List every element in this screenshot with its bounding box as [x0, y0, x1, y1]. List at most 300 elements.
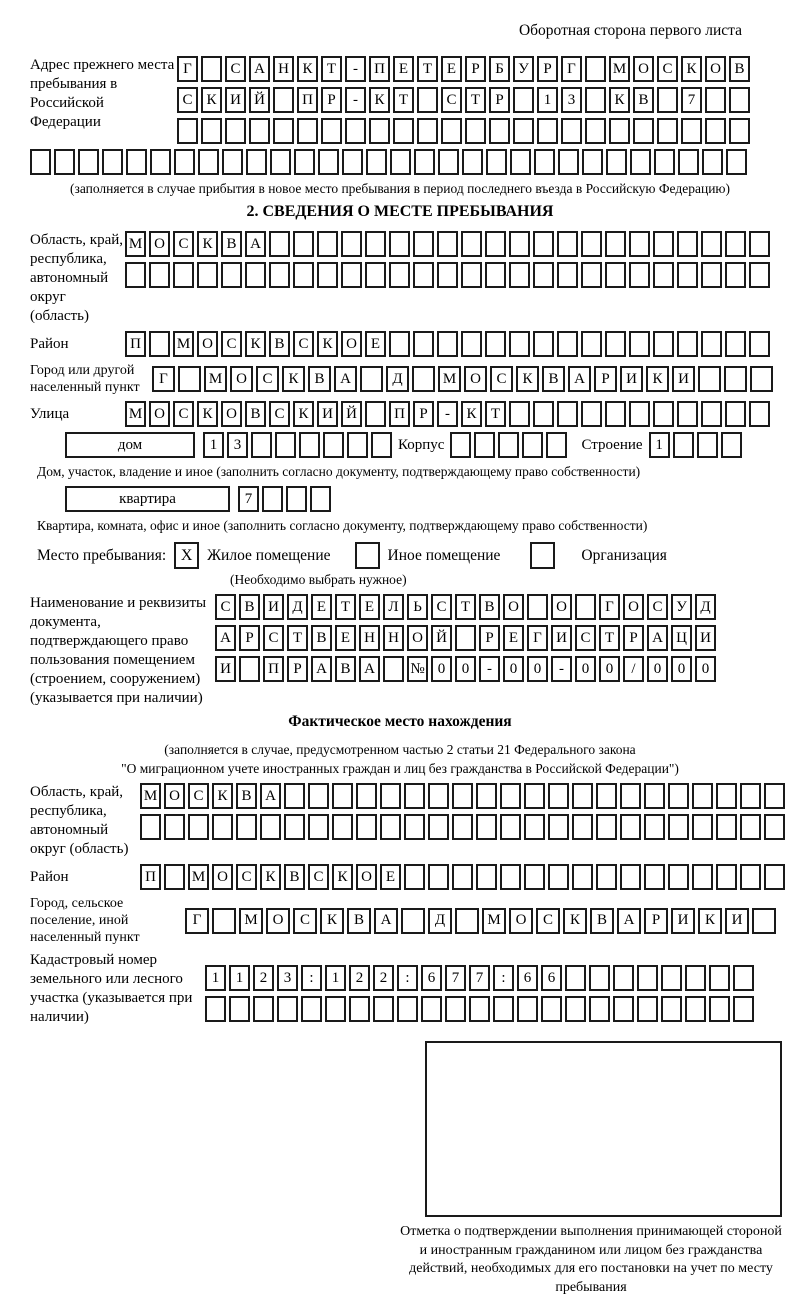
- form-cell[interactable]: [509, 262, 530, 288]
- form-cell[interactable]: [725, 401, 746, 427]
- form-cell[interactable]: Р: [594, 366, 617, 392]
- form-cell[interactable]: [705, 87, 726, 113]
- form-cell[interactable]: [389, 331, 410, 357]
- form-cell[interactable]: [740, 864, 761, 890]
- form-cell[interactable]: [286, 486, 307, 512]
- form-cell[interactable]: [644, 864, 665, 890]
- form-cell[interactable]: [678, 149, 699, 175]
- form-cell[interactable]: Д: [386, 366, 409, 392]
- form-cell[interactable]: [393, 118, 414, 144]
- form-cell[interactable]: [654, 149, 675, 175]
- form-cell[interactable]: О: [212, 864, 233, 890]
- form-cell[interactable]: [589, 996, 610, 1022]
- form-cell[interactable]: Г: [177, 56, 198, 82]
- form-cell[interactable]: 3: [227, 432, 248, 458]
- form-cell[interactable]: [685, 996, 706, 1022]
- form-cell[interactable]: [764, 814, 785, 840]
- form-cell[interactable]: [485, 262, 506, 288]
- form-cell[interactable]: Р: [537, 56, 558, 82]
- form-cell[interactable]: [692, 814, 713, 840]
- form-cell[interactable]: О: [407, 625, 428, 651]
- form-cell[interactable]: [356, 814, 377, 840]
- form-cell[interactable]: [733, 996, 754, 1022]
- form-cell[interactable]: [513, 87, 534, 113]
- form-cell[interactable]: [673, 432, 694, 458]
- form-cell[interactable]: [733, 965, 754, 991]
- form-cell[interactable]: С: [225, 56, 246, 82]
- form-cell[interactable]: [380, 814, 401, 840]
- form-cell[interactable]: Л: [383, 594, 404, 620]
- form-cell[interactable]: Р: [465, 56, 486, 82]
- form-cell[interactable]: А: [647, 625, 668, 651]
- form-cell[interactable]: 0: [431, 656, 452, 682]
- form-cell[interactable]: [297, 118, 318, 144]
- form-cell[interactable]: [630, 149, 651, 175]
- form-cell[interactable]: С: [221, 331, 242, 357]
- form-cell[interactable]: О: [230, 366, 253, 392]
- form-cell[interactable]: К: [197, 231, 218, 257]
- form-cell[interactable]: К: [317, 331, 338, 357]
- form-cell[interactable]: [277, 996, 298, 1022]
- form-cell[interactable]: [493, 996, 514, 1022]
- form-cell[interactable]: 0: [647, 656, 668, 682]
- form-cell[interactable]: :: [301, 965, 322, 991]
- form-cell[interactable]: [533, 331, 554, 357]
- form-cell[interactable]: Д: [428, 908, 452, 934]
- form-cell[interactable]: [126, 149, 147, 175]
- form-cell[interactable]: А: [260, 783, 281, 809]
- form-cell[interactable]: [149, 331, 170, 357]
- form-cell[interactable]: [461, 262, 482, 288]
- form-cell[interactable]: [201, 118, 222, 144]
- form-cell[interactable]: [581, 331, 602, 357]
- form-cell[interactable]: Г: [152, 366, 175, 392]
- form-cell[interactable]: Т: [287, 625, 308, 651]
- form-cell[interactable]: 7: [681, 87, 702, 113]
- form-cell[interactable]: В: [236, 783, 257, 809]
- form-cell[interactable]: [558, 149, 579, 175]
- form-cell[interactable]: [365, 401, 386, 427]
- form-cell[interactable]: С: [188, 783, 209, 809]
- form-cell[interactable]: И: [620, 366, 643, 392]
- form-cell[interactable]: [389, 231, 410, 257]
- form-cell[interactable]: Е: [335, 625, 356, 651]
- form-cell[interactable]: [174, 149, 195, 175]
- form-cell[interactable]: [509, 231, 530, 257]
- form-cell[interactable]: С: [575, 625, 596, 651]
- form-cell[interactable]: [575, 594, 596, 620]
- form-cell[interactable]: [461, 331, 482, 357]
- form-cell[interactable]: К: [212, 783, 233, 809]
- form-cell[interactable]: К: [698, 908, 722, 934]
- form-cell[interactable]: Й: [431, 625, 452, 651]
- form-cell[interactable]: [301, 996, 322, 1022]
- form-cell[interactable]: И: [215, 656, 236, 682]
- form-cell[interactable]: [404, 783, 425, 809]
- form-cell[interactable]: [677, 231, 698, 257]
- form-cell[interactable]: [173, 262, 194, 288]
- form-cell[interactable]: Р: [479, 625, 500, 651]
- form-cell[interactable]: Р: [623, 625, 644, 651]
- form-cell[interactable]: [596, 864, 617, 890]
- form-cell[interactable]: 6: [421, 965, 442, 991]
- form-cell[interactable]: [366, 149, 387, 175]
- form-cell[interactable]: [724, 366, 747, 392]
- form-cell[interactable]: Г: [527, 625, 548, 651]
- form-cell[interactable]: [150, 149, 171, 175]
- form-cell[interactable]: Т: [335, 594, 356, 620]
- form-cell[interactable]: [629, 231, 650, 257]
- form-cell[interactable]: [299, 432, 320, 458]
- form-cell[interactable]: О: [149, 231, 170, 257]
- form-cell[interactable]: М: [125, 231, 146, 257]
- form-cell[interactable]: Е: [380, 864, 401, 890]
- form-cell[interactable]: [668, 783, 689, 809]
- form-cell[interactable]: [246, 149, 267, 175]
- form-cell[interactable]: С: [647, 594, 668, 620]
- form-cell[interactable]: 1: [229, 965, 250, 991]
- form-cell[interactable]: П: [389, 401, 410, 427]
- form-cell[interactable]: О: [164, 783, 185, 809]
- form-cell[interactable]: [485, 231, 506, 257]
- form-cell[interactable]: [452, 783, 473, 809]
- form-cell[interactable]: Р: [287, 656, 308, 682]
- form-cell[interactable]: М: [204, 366, 227, 392]
- form-cell[interactable]: [489, 118, 510, 144]
- form-cell[interactable]: О: [266, 908, 290, 934]
- form-cell[interactable]: П: [263, 656, 284, 682]
- form-cell[interactable]: [273, 118, 294, 144]
- form-cell[interactable]: А: [359, 656, 380, 682]
- form-cell[interactable]: [657, 118, 678, 144]
- form-cell[interactable]: Т: [455, 594, 476, 620]
- form-cell[interactable]: К: [516, 366, 539, 392]
- form-cell[interactable]: [548, 864, 569, 890]
- form-cell[interactable]: [572, 783, 593, 809]
- form-cell[interactable]: [533, 401, 554, 427]
- form-cell[interactable]: [428, 814, 449, 840]
- form-cell[interactable]: Ь: [407, 594, 428, 620]
- form-cell[interactable]: 1: [649, 432, 670, 458]
- form-cell[interactable]: М: [140, 783, 161, 809]
- form-cell[interactable]: В: [269, 331, 290, 357]
- form-cell[interactable]: Д: [287, 594, 308, 620]
- form-cell[interactable]: [644, 783, 665, 809]
- form-cell[interactable]: [605, 401, 626, 427]
- form-cell[interactable]: 3: [561, 87, 582, 113]
- form-cell[interactable]: А: [617, 908, 641, 934]
- form-cell[interactable]: [697, 432, 718, 458]
- form-cell[interactable]: [465, 118, 486, 144]
- form-cell[interactable]: К: [201, 87, 222, 113]
- form-cell[interactable]: Б: [489, 56, 510, 82]
- form-cell[interactable]: 1: [203, 432, 224, 458]
- form-cell[interactable]: 7: [238, 486, 259, 512]
- stay-type-checkbox-residential[interactable]: X: [174, 542, 199, 569]
- form-cell[interactable]: [653, 262, 674, 288]
- form-cell[interactable]: [557, 401, 578, 427]
- form-cell[interactable]: О: [551, 594, 572, 620]
- form-cell[interactable]: К: [282, 366, 305, 392]
- form-cell[interactable]: [541, 996, 562, 1022]
- form-cell[interactable]: [197, 262, 218, 288]
- form-cell[interactable]: [677, 401, 698, 427]
- form-cell[interactable]: 0: [575, 656, 596, 682]
- form-cell[interactable]: 0: [503, 656, 524, 682]
- form-cell[interactable]: [709, 996, 730, 1022]
- form-cell[interactable]: [561, 118, 582, 144]
- form-cell[interactable]: [605, 262, 626, 288]
- form-cell[interactable]: С: [441, 87, 462, 113]
- form-cell[interactable]: [413, 231, 434, 257]
- form-cell[interactable]: К: [293, 401, 314, 427]
- form-cell[interactable]: /: [623, 656, 644, 682]
- form-cell[interactable]: Г: [185, 908, 209, 934]
- form-cell[interactable]: [533, 231, 554, 257]
- form-cell[interactable]: К: [260, 864, 281, 890]
- form-cell[interactable]: [221, 262, 242, 288]
- form-cell[interactable]: [500, 814, 521, 840]
- form-cell[interactable]: [582, 149, 603, 175]
- form-cell[interactable]: И: [725, 908, 749, 934]
- form-cell[interactable]: [249, 118, 270, 144]
- form-cell[interactable]: [225, 118, 246, 144]
- form-cell[interactable]: [428, 864, 449, 890]
- form-cell[interactable]: [371, 432, 392, 458]
- form-cell[interactable]: [677, 262, 698, 288]
- form-cell[interactable]: С: [536, 908, 560, 934]
- form-cell[interactable]: С: [293, 331, 314, 357]
- form-cell[interactable]: В: [590, 908, 614, 934]
- form-cell[interactable]: В: [284, 864, 305, 890]
- form-cell[interactable]: [452, 814, 473, 840]
- form-cell[interactable]: [413, 262, 434, 288]
- form-cell[interactable]: [461, 231, 482, 257]
- form-cell[interactable]: [565, 996, 586, 1022]
- form-cell[interactable]: [437, 262, 458, 288]
- form-cell[interactable]: [404, 814, 425, 840]
- form-cell[interactable]: [260, 814, 281, 840]
- form-cell[interactable]: [557, 331, 578, 357]
- form-cell[interactable]: О: [705, 56, 726, 82]
- form-cell[interactable]: [637, 965, 658, 991]
- form-cell[interactable]: [692, 864, 713, 890]
- form-cell[interactable]: [653, 331, 674, 357]
- form-cell[interactable]: [585, 118, 606, 144]
- form-cell[interactable]: [188, 814, 209, 840]
- form-cell[interactable]: К: [297, 56, 318, 82]
- form-cell[interactable]: [201, 56, 222, 82]
- form-cell[interactable]: Т: [417, 56, 438, 82]
- form-cell[interactable]: -: [345, 87, 366, 113]
- form-cell[interactable]: [565, 965, 586, 991]
- form-cell[interactable]: Т: [485, 401, 506, 427]
- form-cell[interactable]: [716, 814, 737, 840]
- form-cell[interactable]: [345, 118, 366, 144]
- form-cell[interactable]: А: [215, 625, 236, 651]
- form-cell[interactable]: [498, 432, 519, 458]
- form-cell[interactable]: [236, 814, 257, 840]
- form-cell[interactable]: 0: [599, 656, 620, 682]
- form-cell[interactable]: В: [347, 908, 371, 934]
- form-cell[interactable]: [413, 331, 434, 357]
- form-cell[interactable]: [284, 783, 305, 809]
- form-cell[interactable]: [537, 118, 558, 144]
- form-cell[interactable]: М: [125, 401, 146, 427]
- form-cell[interactable]: [383, 656, 404, 682]
- form-cell[interactable]: С: [256, 366, 279, 392]
- form-cell[interactable]: [404, 864, 425, 890]
- form-cell[interactable]: [270, 149, 291, 175]
- form-cell[interactable]: [750, 366, 773, 392]
- form-cell[interactable]: [653, 231, 674, 257]
- form-cell[interactable]: [681, 118, 702, 144]
- form-cell[interactable]: [262, 486, 283, 512]
- form-cell[interactable]: А: [311, 656, 332, 682]
- form-cell[interactable]: [661, 965, 682, 991]
- form-cell[interactable]: Р: [644, 908, 668, 934]
- form-cell[interactable]: [740, 783, 761, 809]
- form-cell[interactable]: Т: [465, 87, 486, 113]
- form-cell[interactable]: [725, 331, 746, 357]
- form-cell[interactable]: О: [341, 331, 362, 357]
- form-cell[interactable]: [239, 656, 260, 682]
- form-cell[interactable]: О: [221, 401, 242, 427]
- form-cell[interactable]: И: [263, 594, 284, 620]
- form-cell[interactable]: П: [369, 56, 390, 82]
- form-cell[interactable]: Т: [321, 56, 342, 82]
- form-cell[interactable]: [729, 87, 750, 113]
- form-cell[interactable]: [341, 262, 362, 288]
- form-cell[interactable]: [589, 965, 610, 991]
- form-cell[interactable]: [637, 996, 658, 1022]
- form-cell[interactable]: У: [671, 594, 692, 620]
- form-cell[interactable]: 2: [373, 965, 394, 991]
- form-cell[interactable]: С: [431, 594, 452, 620]
- form-cell[interactable]: [269, 231, 290, 257]
- form-cell[interactable]: [284, 814, 305, 840]
- form-cell[interactable]: [581, 262, 602, 288]
- form-cell[interactable]: С: [657, 56, 678, 82]
- form-cell[interactable]: [609, 118, 630, 144]
- form-cell[interactable]: -: [437, 401, 458, 427]
- form-cell[interactable]: К: [369, 87, 390, 113]
- form-cell[interactable]: [365, 231, 386, 257]
- form-cell[interactable]: [140, 814, 161, 840]
- form-cell[interactable]: [620, 783, 641, 809]
- form-cell[interactable]: И: [317, 401, 338, 427]
- form-cell[interactable]: А: [568, 366, 591, 392]
- form-cell[interactable]: [293, 262, 314, 288]
- form-cell[interactable]: [438, 149, 459, 175]
- form-cell[interactable]: [476, 864, 497, 890]
- form-cell[interactable]: 3: [277, 965, 298, 991]
- form-cell[interactable]: [606, 149, 627, 175]
- form-cell[interactable]: [596, 814, 617, 840]
- form-cell[interactable]: М: [173, 331, 194, 357]
- form-cell[interactable]: [764, 783, 785, 809]
- form-cell[interactable]: Ц: [671, 625, 692, 651]
- form-cell[interactable]: И: [225, 87, 246, 113]
- form-cell[interactable]: [581, 401, 602, 427]
- form-cell[interactable]: [725, 231, 746, 257]
- form-cell[interactable]: [629, 331, 650, 357]
- form-cell[interactable]: У: [513, 56, 534, 82]
- form-cell[interactable]: [450, 432, 471, 458]
- form-cell[interactable]: Е: [311, 594, 332, 620]
- form-cell[interactable]: [524, 783, 545, 809]
- form-cell[interactable]: К: [646, 366, 669, 392]
- form-cell[interactable]: [557, 262, 578, 288]
- form-cell[interactable]: [198, 149, 219, 175]
- form-cell[interactable]: О: [356, 864, 377, 890]
- form-cell[interactable]: Е: [359, 594, 380, 620]
- form-cell[interactable]: [764, 864, 785, 890]
- form-cell[interactable]: Т: [599, 625, 620, 651]
- form-cell[interactable]: В: [542, 366, 565, 392]
- form-cell[interactable]: [294, 149, 315, 175]
- stay-type-checkbox-organization[interactable]: [530, 542, 555, 569]
- form-cell[interactable]: [273, 87, 294, 113]
- form-cell[interactable]: [318, 149, 339, 175]
- form-cell[interactable]: [401, 908, 425, 934]
- form-cell[interactable]: [347, 432, 368, 458]
- form-cell[interactable]: [726, 149, 747, 175]
- form-cell[interactable]: В: [308, 366, 331, 392]
- form-cell[interactable]: [613, 996, 634, 1022]
- form-cell[interactable]: К: [332, 864, 353, 890]
- form-cell[interactable]: Р: [489, 87, 510, 113]
- form-cell[interactable]: [572, 814, 593, 840]
- form-cell[interactable]: [341, 231, 362, 257]
- form-cell[interactable]: [517, 996, 538, 1022]
- form-cell[interactable]: [30, 149, 51, 175]
- form-cell[interactable]: [251, 432, 272, 458]
- form-cell[interactable]: [308, 783, 329, 809]
- form-cell[interactable]: К: [320, 908, 344, 934]
- form-cell[interactable]: [749, 331, 770, 357]
- form-cell[interactable]: К: [681, 56, 702, 82]
- form-cell[interactable]: [698, 366, 721, 392]
- form-cell[interactable]: [644, 814, 665, 840]
- form-cell[interactable]: [500, 864, 521, 890]
- form-cell[interactable]: С: [263, 625, 284, 651]
- form-cell[interactable]: О: [197, 331, 218, 357]
- form-cell[interactable]: А: [245, 231, 266, 257]
- form-cell[interactable]: М: [438, 366, 461, 392]
- form-cell[interactable]: [557, 231, 578, 257]
- form-cell[interactable]: [677, 331, 698, 357]
- form-cell[interactable]: [212, 814, 233, 840]
- form-cell[interactable]: [369, 118, 390, 144]
- form-cell[interactable]: О: [464, 366, 487, 392]
- form-cell[interactable]: [509, 331, 530, 357]
- form-cell[interactable]: [293, 231, 314, 257]
- form-cell[interactable]: Н: [383, 625, 404, 651]
- form-cell[interactable]: [581, 231, 602, 257]
- form-cell[interactable]: [317, 231, 338, 257]
- form-cell[interactable]: [596, 783, 617, 809]
- form-cell[interactable]: 2: [349, 965, 370, 991]
- form-cell[interactable]: [509, 401, 530, 427]
- form-cell[interactable]: К: [461, 401, 482, 427]
- form-cell[interactable]: [653, 401, 674, 427]
- form-cell[interactable]: И: [695, 625, 716, 651]
- form-cell[interactable]: [629, 401, 650, 427]
- form-cell[interactable]: :: [493, 965, 514, 991]
- form-cell[interactable]: [548, 814, 569, 840]
- form-cell[interactable]: К: [197, 401, 218, 427]
